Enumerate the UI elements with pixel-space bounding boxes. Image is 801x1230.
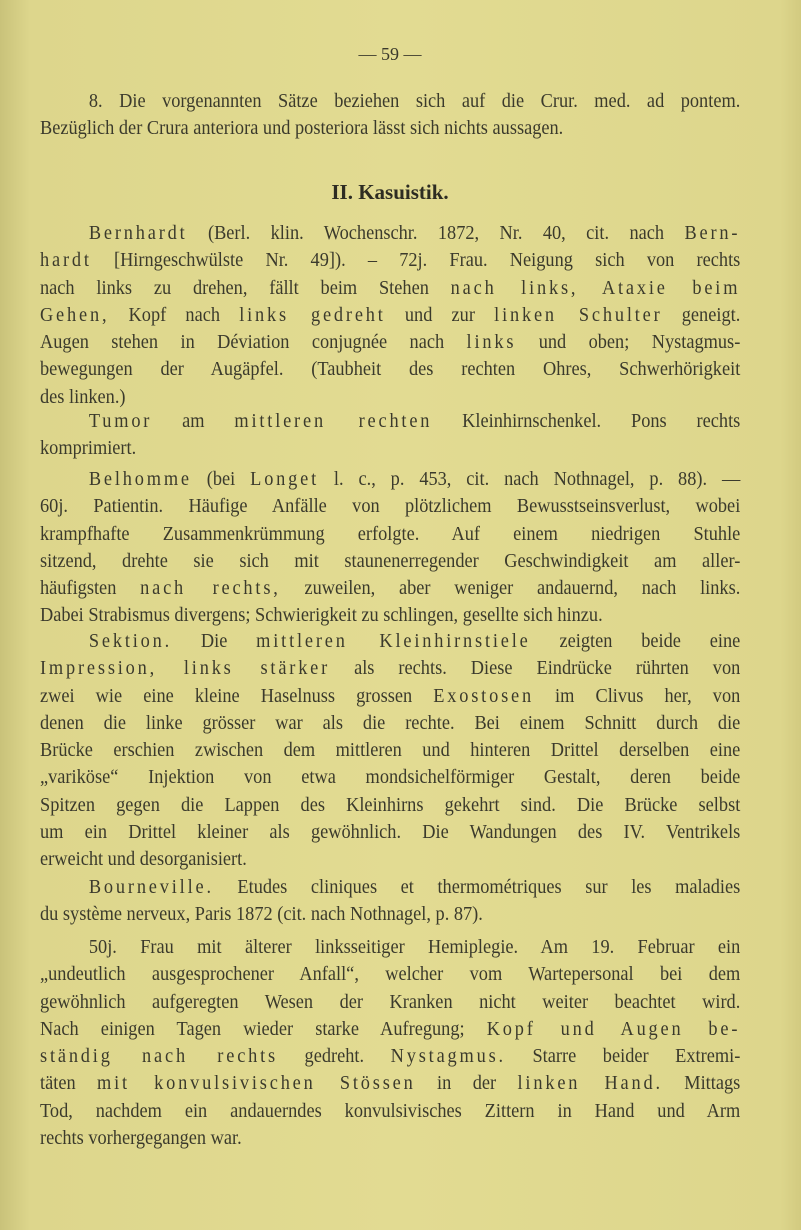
text-segment: Die bbox=[172, 631, 257, 652]
text-segment: in der bbox=[415, 1073, 518, 1095]
text-line bbox=[40, 934, 740, 961]
text-line bbox=[40, 764, 740, 791]
text-segment: [Hirngeschwülste Nr. 49]). – 72j. Frau. Neigung sich von rechts bbox=[91, 250, 741, 272]
text-segment: Bezüglich der Crura anteriora und posteriora lässt sich nichts aussagen. bbox=[40, 118, 564, 140]
paragraph bbox=[40, 220, 740, 411]
spaced-emphasis-text: linken Hand. bbox=[517, 1073, 663, 1095]
text-segment: und oben; Nystagmus- bbox=[516, 332, 741, 354]
text-segment: 8. Die vorgenannten Sätze beziehen sich auf die Crur. med. ad pontem. bbox=[88, 91, 741, 112]
text-segment: zeigten beide eine bbox=[530, 631, 741, 652]
paragraph bbox=[40, 874, 740, 929]
text-line bbox=[40, 989, 740, 1016]
text-line bbox=[40, 384, 740, 411]
text-segment: Dabei Strabismus divergens; Schwierigkeit zu schlingen, gesellte sich hinzu. bbox=[40, 605, 603, 627]
spaced-emphasis-text: Exostosen bbox=[433, 685, 534, 707]
page-number: — 59 — bbox=[358, 44, 422, 64]
text-segment: bewegungen der Augäpfel. (Taubheit des rechten Ohres, Schwerhörigkeit bbox=[40, 359, 741, 381]
text-segment: 50j. Frau mit älterer linksseitiger Hemiplegie. Am 19. Februar ein bbox=[88, 937, 741, 958]
text-segment: des linken.) bbox=[40, 386, 126, 408]
paragraph bbox=[40, 466, 740, 630]
text-line bbox=[40, 493, 740, 520]
text-line bbox=[40, 247, 740, 274]
text-line bbox=[40, 602, 740, 629]
text-segment: denen die linke grösser war als die rechte. Bei einem Schnitt durch die bbox=[40, 712, 741, 734]
text-segment: Augen stehen in Déviation conjugnée nach bbox=[40, 332, 467, 354]
text-segment: nach links zu drehen, fällt beim Stehen bbox=[40, 277, 451, 299]
section-heading: II. Kasuistik. bbox=[331, 180, 449, 204]
paragraph bbox=[40, 934, 740, 1152]
text-segment: am bbox=[152, 411, 235, 432]
text-segment: (Berl. klin. Wochenschr. 1872, Nr. 40, cit. nach bbox=[187, 223, 685, 244]
paragraph bbox=[40, 408, 740, 463]
spaced-emphasis-text: mittleren Kleinhirnstiele bbox=[256, 631, 531, 652]
spaced-emphasis-text: Belhomme bbox=[88, 469, 192, 490]
text-segment: als rechts. Diese Eindrücke rührten von bbox=[330, 658, 741, 680]
text-line bbox=[40, 1070, 740, 1097]
paragraph bbox=[40, 628, 740, 874]
spaced-emphasis-text: Longet bbox=[250, 469, 320, 490]
text-segment: krampfhafte Zusammenkrümmung erfolgte. Auf einem niedrigen Stuhle bbox=[40, 523, 741, 545]
text-line bbox=[40, 302, 740, 329]
text-line bbox=[40, 329, 740, 356]
text-line bbox=[40, 628, 740, 655]
text-segment: häufigsten bbox=[40, 578, 141, 600]
text-line bbox=[40, 1098, 740, 1125]
text-line bbox=[40, 792, 740, 819]
spaced-emphasis-text: Bourneville. bbox=[88, 877, 214, 898]
text-segment: zuweilen, aber weniger andauernd, nach links. bbox=[280, 578, 741, 600]
text-segment: zwei wie eine kleine Haselnuss grossen bbox=[40, 685, 434, 707]
spaced-emphasis-text: ständig nach rechts bbox=[40, 1046, 279, 1068]
text-segment: Mittags bbox=[662, 1073, 741, 1095]
text-line bbox=[40, 548, 740, 575]
text-segment: um ein Drittel kleiner als gewöhnlich. Die Wandungen des IV. Ventrikels bbox=[40, 822, 741, 844]
text-line bbox=[40, 575, 740, 602]
text-line bbox=[40, 737, 740, 764]
text-line bbox=[40, 356, 740, 383]
text-line bbox=[40, 1125, 740, 1152]
text-segment: rechts vorhergegangen war. bbox=[40, 1128, 242, 1150]
text-line bbox=[40, 901, 740, 928]
spaced-emphasis-text: mittleren rechten bbox=[234, 411, 433, 432]
text-line bbox=[40, 115, 740, 142]
text-segment: komprimiert. bbox=[40, 438, 137, 460]
text-segment: und zur bbox=[385, 304, 495, 326]
text-line bbox=[40, 846, 740, 873]
text-line bbox=[40, 710, 740, 737]
spaced-emphasis-text: Sektion. bbox=[88, 631, 173, 652]
spaced-emphasis-text: Bern- bbox=[684, 223, 741, 244]
text-segment: erweicht und desorganisiert. bbox=[40, 849, 247, 871]
text-segment: gedreht. bbox=[278, 1046, 391, 1068]
text-segment: im Clivus her, von bbox=[533, 685, 741, 707]
text-line bbox=[40, 819, 740, 846]
text-line bbox=[40, 220, 740, 247]
text-segment: du système nerveux, Paris 1872 (cit. nach Nothnagel, p. 87). bbox=[40, 904, 483, 926]
spaced-emphasis-text: Gehen, bbox=[40, 304, 110, 326]
spaced-emphasis-text: mit konvulsivischen Stössen bbox=[97, 1073, 416, 1095]
text-segment: sitzend, drehte sie sich mit staunenerregender Geschwindigkeit am aller- bbox=[40, 550, 741, 572]
text-segment: Kopf nach bbox=[109, 304, 240, 326]
text-line bbox=[40, 435, 740, 462]
spaced-emphasis-text: hardt bbox=[40, 250, 92, 272]
text-segment: (bei bbox=[191, 469, 251, 490]
text-segment: Nach einigen Tagen wieder starke Aufregung; bbox=[40, 1018, 487, 1040]
text-line bbox=[40, 874, 740, 901]
text-segment: Etudes cliniques et thermométriques sur les maladies bbox=[213, 877, 741, 898]
text-line bbox=[40, 961, 740, 988]
spaced-emphasis-text: Nystagmus. bbox=[390, 1046, 506, 1068]
spaced-emphasis-text: Tumor bbox=[88, 411, 153, 432]
text-line bbox=[40, 1016, 740, 1043]
text-line bbox=[40, 408, 740, 435]
paragraph bbox=[40, 88, 740, 143]
text-line bbox=[40, 1043, 740, 1070]
spaced-emphasis-text: links bbox=[466, 332, 517, 354]
text-segment: Kleinhirnschenkel. Pons rechts bbox=[432, 411, 741, 432]
spaced-emphasis-text: nach rechts, bbox=[140, 578, 281, 600]
text-segment: Starre beider Extremi- bbox=[505, 1046, 741, 1068]
text-line bbox=[40, 275, 740, 302]
text-line bbox=[40, 521, 740, 548]
spaced-emphasis-text: Bernhardt bbox=[88, 223, 188, 244]
text-segment: 60j. Patientin. Häufige Anfälle von plötzlichem Bewusstseinsverlust, wobei bbox=[40, 496, 741, 518]
text-segment: l. c., p. 453, cit. nach Nothnagel, p. 88). — bbox=[319, 469, 741, 490]
text-line bbox=[40, 88, 740, 115]
spaced-emphasis-text: nach links, Ataxie beim bbox=[450, 277, 741, 299]
text-segment: Tod, nachdem ein andauerndes konvulsivisches Zittern in Hand und Arm bbox=[40, 1100, 741, 1122]
spaced-emphasis-text: Kopf und Augen be- bbox=[486, 1018, 741, 1040]
spaced-emphasis-text: linken Schulter bbox=[494, 304, 663, 326]
text-line bbox=[40, 466, 740, 493]
spaced-emphasis-text: links gedreht bbox=[239, 304, 386, 326]
text-segment: gewöhnlich aufgeregten Wesen der Kranken nicht weiter beachtet wird. bbox=[40, 991, 741, 1013]
text-segment: Brücke erschien zwischen dem mittleren und hinteren Drittel derselben eine bbox=[40, 740, 741, 762]
text-segment: „undeutlich ausgesprochener Anfall“, welcher vom Wartepersonal bei dem bbox=[40, 964, 741, 986]
text-segment: täten bbox=[40, 1073, 98, 1095]
spaced-emphasis-text: Impression, links stärker bbox=[40, 658, 331, 680]
text-segment: Spitzen gegen die Lappen des Kleinhirns gekehrt sind. Die Brücke selbst bbox=[40, 794, 741, 816]
text-line bbox=[40, 655, 740, 682]
text-line bbox=[40, 683, 740, 710]
text-segment: „variköse“ Injektion von etwa mondsichelförmiger Gestalt, deren beide bbox=[40, 767, 741, 789]
text-segment: geneigt. bbox=[662, 304, 741, 326]
